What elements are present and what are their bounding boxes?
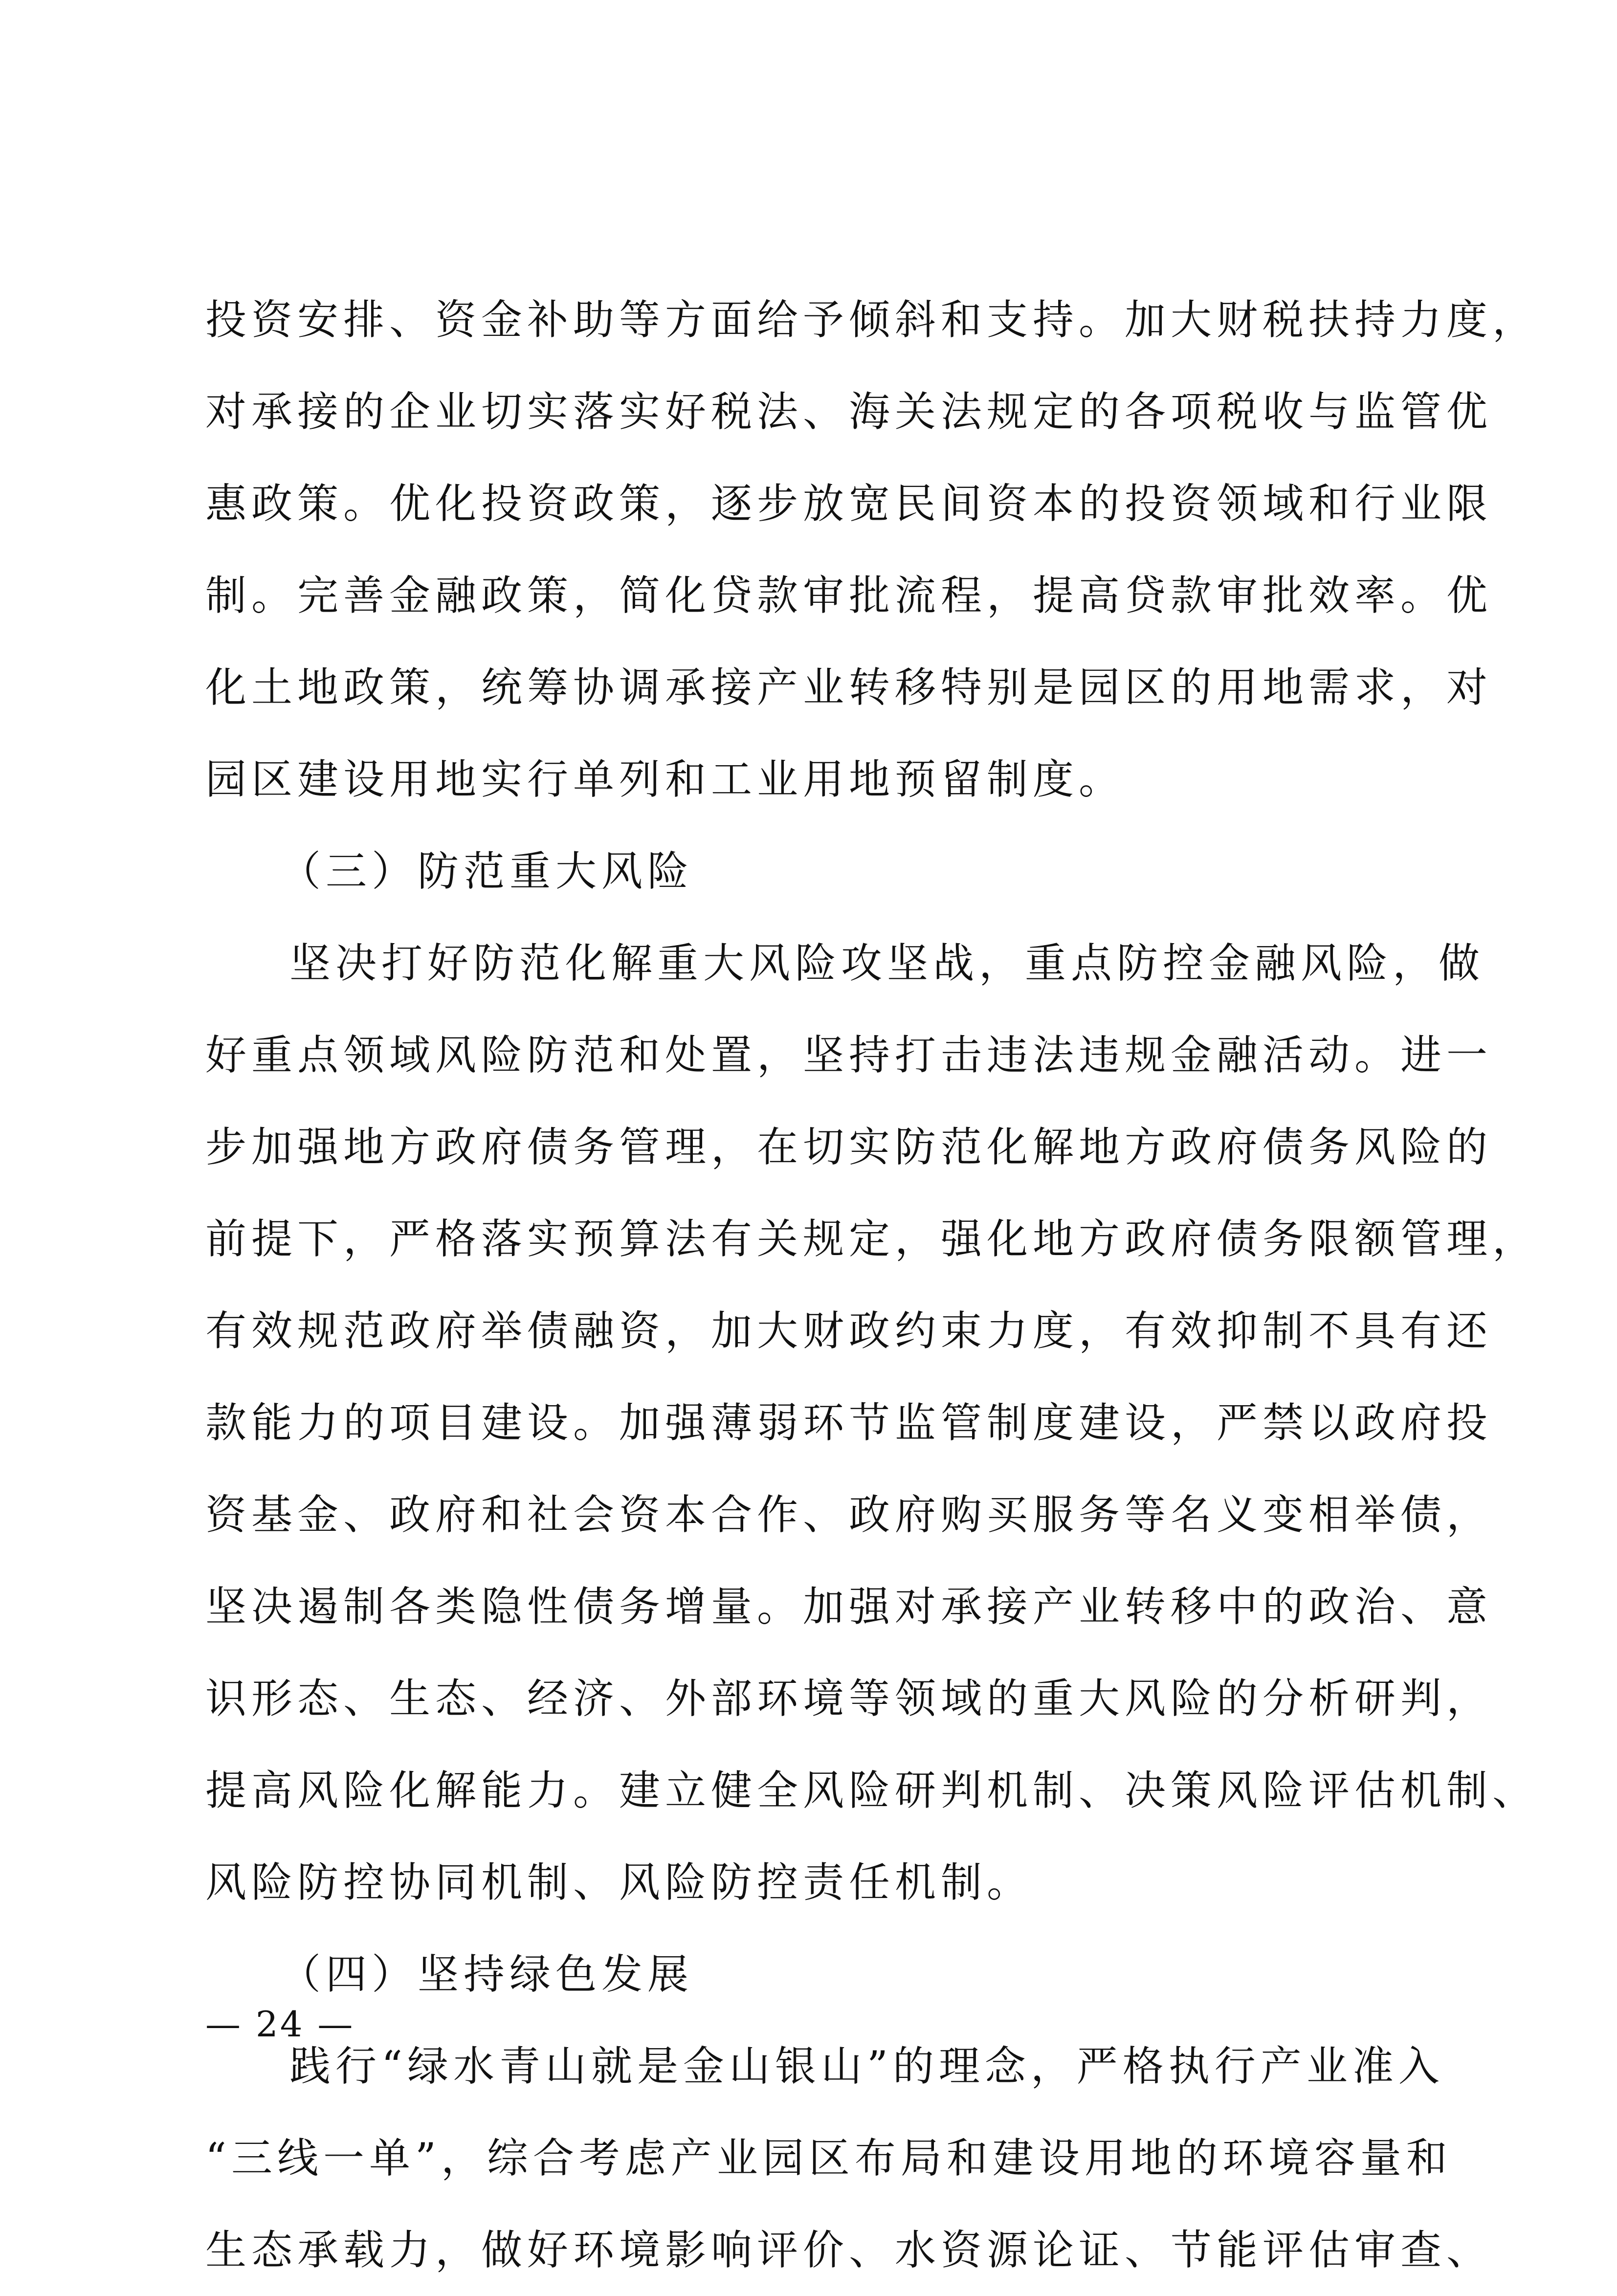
paragraph-line: “三线一单”，综合考虑产业园区布局和建设用地的环境容量和 [205, 2134, 1452, 2182]
paragraph-line: 生态承载力，做好环境影响评价、水资源论证、节能评估审查、 [205, 2226, 1493, 2274]
paragraph-line: 有效规范政府举债融资，加大财政约束力度，有效抑制不具有还 [205, 1307, 1493, 1355]
paragraph-line: 对承接的企业切实落实好税法、海关法规定的各项税收与监管优 [205, 388, 1493, 436]
paragraph-line: 步加强地方政府债务管理，在切实防范化解地方政府债务风险的 [205, 1123, 1493, 1171]
paragraph-line: 款能力的项目建设。加强薄弱环节监管制度建设，严禁以政府投 [205, 1399, 1493, 1447]
paragraph-line: 园区建设用地实行单列和工业用地预留制度。 [205, 755, 1125, 803]
paragraph-line: 惠政策。优化投资政策，逐步放宽民间资本的投资领域和行业限 [205, 480, 1493, 528]
paragraph-line: 前提下，严格落实预算法有关规定，强化地方政府债务限额管理， [205, 1215, 1539, 1263]
body-text [205, 274, 1539, 2296]
paragraph-line: 提高风险化解能力。建立健全风险研判机制、决策风险评估机制、 [205, 1766, 1539, 1814]
paragraph-line: 识形态、生态、经济、外部环境等领域的重大风险的分析研判， [205, 1675, 1493, 1722]
section-heading-4: （四）坚持绿色发展 [280, 1950, 694, 1998]
paragraph-line: 风险防控协同机制、风险防控责任机制。 [205, 1858, 1033, 1906]
paragraph-line: 投资安排、资金补助等方面给予倾斜和支持。加大财税扶持力度， [205, 296, 1539, 344]
paragraph-line: 制。完善金融政策，简化贷款审批流程，提高贷款审批效率。优 [205, 572, 1493, 619]
paragraph-line: 好重点领域风险防范和处置，坚持打击违法违规金融活动。进一 [205, 1031, 1493, 1079]
section-heading-3: （三）防范重大风险 [280, 847, 694, 895]
paragraph-line: 坚决打好防范化解重大风险攻坚战，重点防控金融风险，做 [289, 939, 1485, 987]
page-number: — 24 — [205, 2004, 355, 2045]
paragraph-line: 资基金、政府和社会资本合作、政府购买服务等名义变相举债， [205, 1491, 1493, 1539]
paragraph-line: 化土地政策，统筹协调承接产业转移特别是园区的用地需求，对 [205, 663, 1493, 711]
paragraph-line: 践行“绿水青山就是金山银山”的理念，严格执行产业准入 [289, 2042, 1444, 2090]
paragraph-line: 坚决遏制各类隐性债务增量。加强对承接产业转移中的政治、意 [205, 1583, 1493, 1631]
